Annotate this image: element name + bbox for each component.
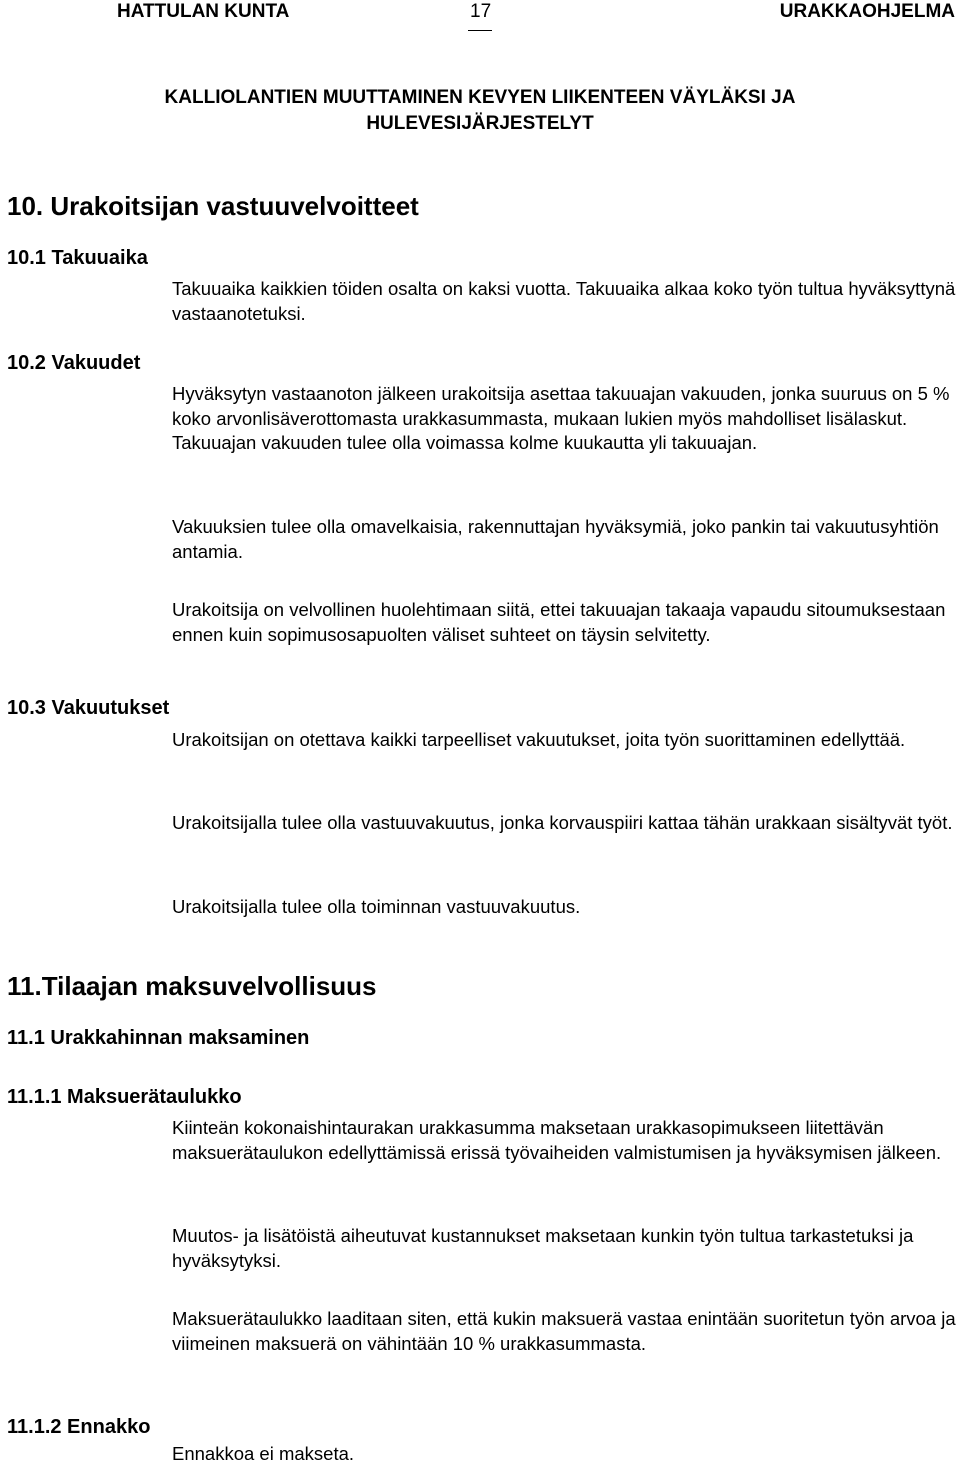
header-organization: HATTULAN KUNTA <box>117 1 290 22</box>
section-11-1-2-heading: 11.1.2 Ennakko <box>7 1416 151 1438</box>
document-subtitle <box>0 85 960 137</box>
page-number-underline <box>468 30 492 31</box>
section-10-1-paragraph-1: Takuuaika kaikkien töiden osalta on kaksi vuotta. Takuuaika alkaa koko työn tultua hyväksyttynä vastaanotetuksi. <box>172 278 956 324</box>
section-11-1-2-paragraph-1: Ennakkoa ei makseta. <box>172 1443 355 1464</box>
header-document-type: URAKKAOHJELMA <box>779 1 955 22</box>
section-11-heading: 11.Tilaajan maksuvelvollisuus <box>7 971 377 1001</box>
section-10-2-paragraph-2: Vakuuksien tulee olla omavelkaisia, rakennuttajan hyväksymiä, joko pankin tai vakuutusyhtiön antamia. <box>172 516 939 562</box>
section-10-3-paragraph-1: Urakoitsijan on otettava kaikki tarpeelliset vakuutukset, joita työn suorittaminen edellyttää. <box>172 729 906 750</box>
subtitle-line-2: HULEVESIJÄRJESTELYT <box>366 113 594 134</box>
section-10-3-paragraph-2: Urakoitsijalla tulee olla vastuuvakuutus, jonka korvauspiiri kattaa tähän urakkaan sisältyvät työt. <box>172 812 953 833</box>
section-11-1-1-paragraph-2: Muutos- ja lisätöistä aiheutuvat kustannukset maksetaan kunkin työn tultua tarkastetuksi ja hyväksytyksi. <box>172 1225 914 1271</box>
page-number: 17 <box>470 1 492 22</box>
section-11-1-1-heading: 11.1.1 Maksuerätaulukko <box>7 1086 242 1108</box>
section-10-2-paragraph-1: Hyväksytyn vastaanoton jälkeen urakoitsija asettaa takuuajan vakuuden, jonka suuruus on 5 % koko arvonlisäverottomasta urakkasummasta, mukaan lukien myös mahdolliset lisälaskut. Takuuajan vakuuden tulee olla voimassa kolme kuukautta yli takuuajan. <box>172 383 950 453</box>
section-10-3-heading: 10.3 Vakuutukset <box>7 697 170 719</box>
section-10-3-paragraph-3: Urakoitsijalla tulee olla toiminnan vastuuvakuutus. <box>172 896 581 917</box>
section-10-2-heading: 10.2 Vakuudet <box>7 352 141 374</box>
section-10-heading: 10. Urakoitsijan vastuuvelvoitteet <box>7 191 419 221</box>
section-10-2-paragraph-3: Urakoitsija on velvollinen huolehtimaan siitä, ettei takuuajan takaaja vapaudu sitoumuksestaan ennen kuin sopimusosapuolten väliset suhteet on täysin selvitetty. <box>172 599 946 645</box>
subtitle-line-1: KALLIOLANTIEN MUUTTAMINEN KEVYEN LIIKENTEEN VÄYLÄKSI JA <box>164 87 796 108</box>
section-11-1-1-paragraph-3: Maksuerätaulukko laaditaan siten, että kukin maksuerä vastaa enintään suoritetun työn arvoa ja viimeinen maksuerä on vähintään 10 % urakkasummasta. <box>172 1308 956 1354</box>
section-11-1-1-paragraph-1: Kiinteän kokonaishintaurakan urakkasumma maksetaan urakkasopimukseen liitettävän maksuerätaulukon edellyttämissä erissä työvaiheiden valmistumisen ja hyväksymisen jälkeen. <box>172 1117 942 1163</box>
section-11-1-heading: 11.1 Urakkahinnan maksaminen <box>7 1027 310 1049</box>
section-10-1-heading: 10.1 Takuuaika <box>7 247 148 269</box>
